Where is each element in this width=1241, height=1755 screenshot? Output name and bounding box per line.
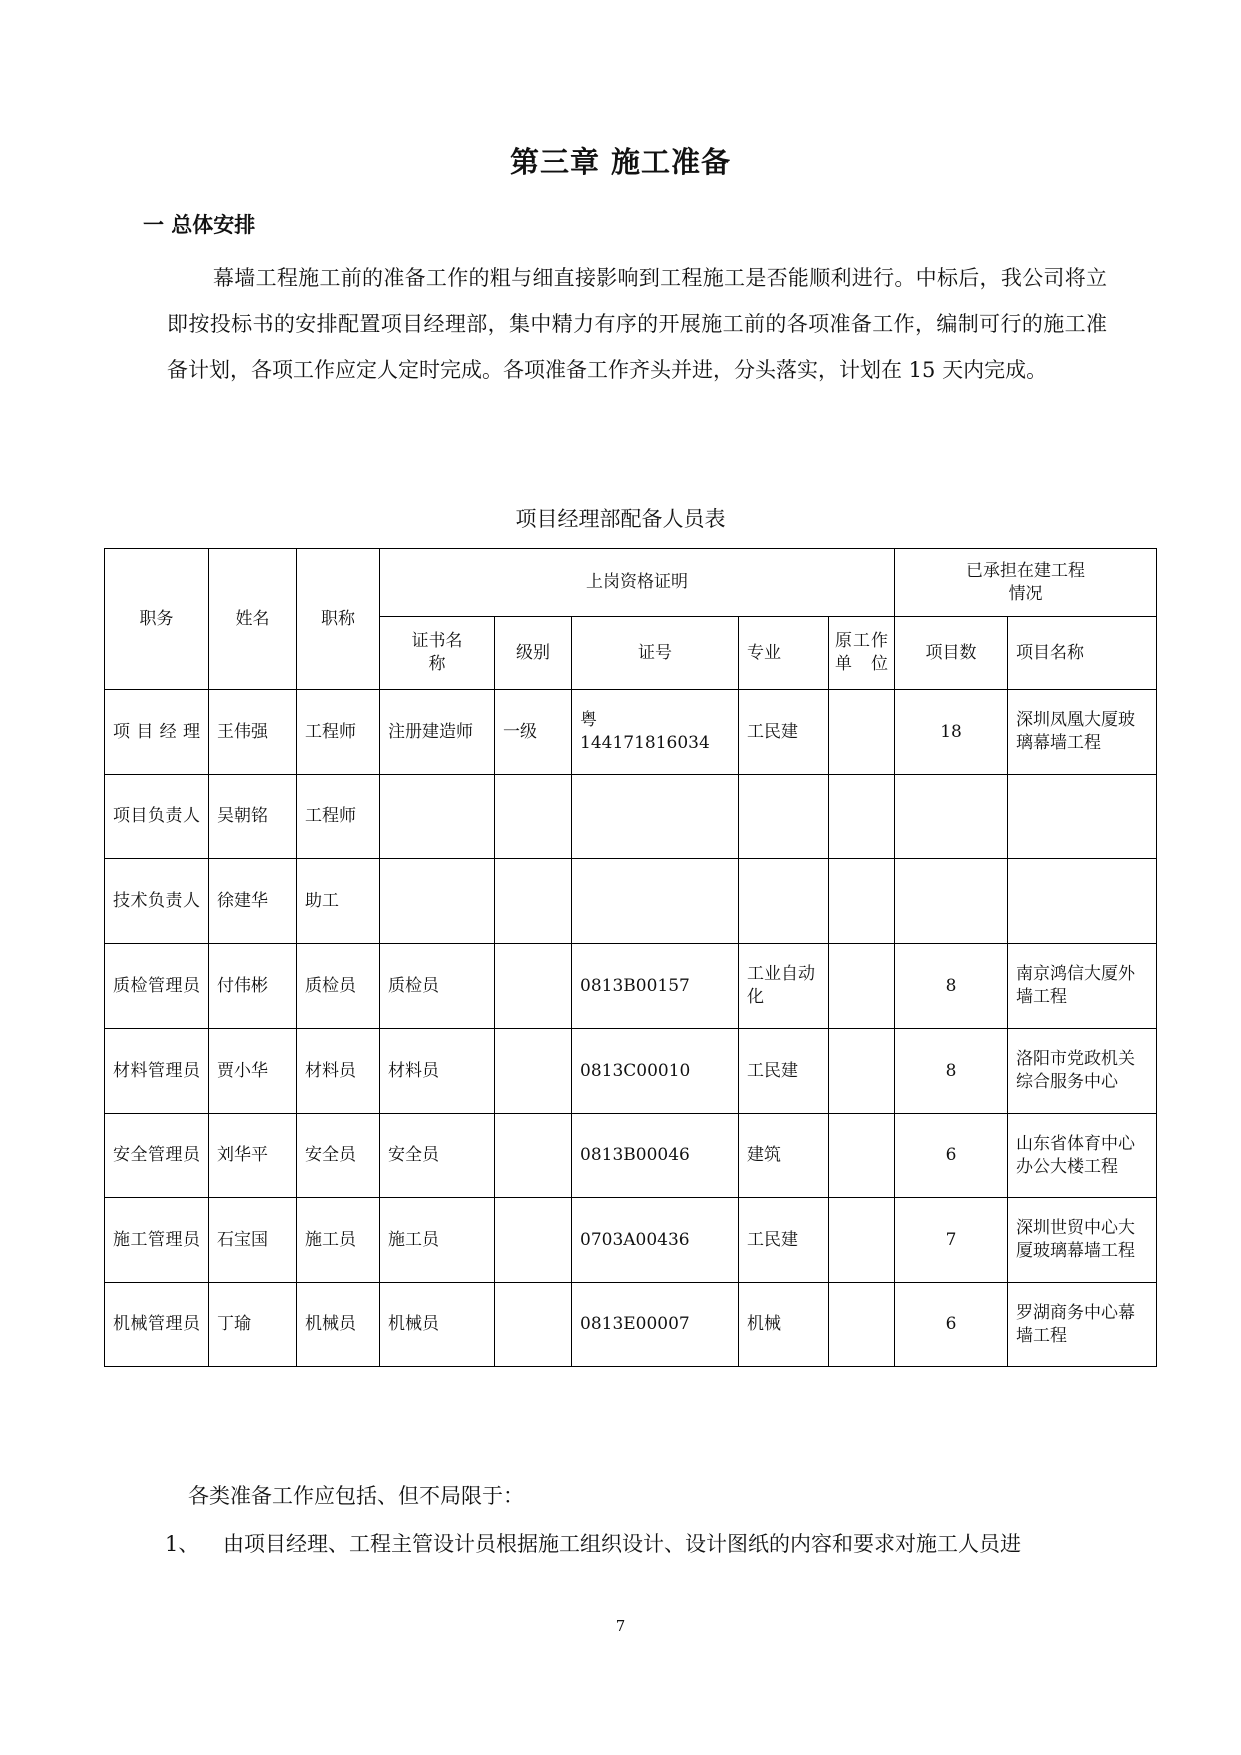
- cell-cert-name: 安全员: [380, 1114, 495, 1198]
- cell-orig-unit: [829, 859, 895, 944]
- cell-project-count: 18: [895, 690, 1008, 775]
- header-major: 专业: [739, 617, 829, 690]
- cell-cert-name: 机械员: [380, 1283, 495, 1367]
- header-orig-unit: 原工作单位: [829, 617, 895, 690]
- cell-cert-no: 0813C00010: [572, 1029, 739, 1114]
- cell-role: 项目经理: [105, 690, 209, 775]
- cell-cert-no: [572, 775, 739, 859]
- cell-name: 贾小华: [209, 1029, 297, 1114]
- header-role: 职务: [105, 549, 209, 690]
- cell-cert-name: 施工员: [380, 1198, 495, 1283]
- cell-title: 安全员: [297, 1114, 380, 1198]
- cell-level: [495, 1198, 572, 1283]
- header-title: 职称: [297, 549, 380, 690]
- cell-role: 项目负责人: [105, 775, 209, 859]
- cell-project-count: 6: [895, 1114, 1008, 1198]
- cell-project-count: [895, 775, 1008, 859]
- table-row: [105, 1198, 1157, 1283]
- cell-orig-unit: [829, 944, 895, 1029]
- header-project-count: 项目数: [895, 617, 1008, 690]
- cell-name: 丁瑜: [209, 1283, 297, 1367]
- list-item: [165, 1528, 1021, 1558]
- table-row: [105, 690, 1157, 775]
- cell-project-count: [895, 859, 1008, 944]
- cell-level: [495, 1283, 572, 1367]
- cell-name: 石宝国: [209, 1198, 297, 1283]
- cell-project-name: 洛阳市党政机关综合服务中心: [1008, 1029, 1157, 1114]
- cell-role: 材料管理员: [105, 1029, 209, 1114]
- header-level: 级别: [495, 617, 572, 690]
- cell-project-name: 深圳世贸中心大厦玻璃幕墙工程: [1008, 1198, 1157, 1283]
- table-row: [105, 859, 1157, 944]
- cell-orig-unit: [829, 1029, 895, 1114]
- cell-project-count: 8: [895, 944, 1008, 1029]
- table-row: [105, 1029, 1157, 1114]
- cell-major: [739, 859, 829, 944]
- cell-cert-no: 0703A00436: [572, 1198, 739, 1283]
- cell-cert-name: 材料员: [380, 1029, 495, 1114]
- cell-cert-name: 质检员: [380, 944, 495, 1029]
- header-project-name: 项目名称: [1008, 617, 1157, 690]
- header-projects-group-line1: 已承担在建工程: [966, 560, 1086, 581]
- cell-name: 付伟彬: [209, 944, 297, 1029]
- cell-cert-no: 粤 144171816034: [572, 690, 739, 775]
- table-row: [105, 1114, 1157, 1198]
- cell-level: [495, 1029, 572, 1114]
- cell-name: 徐建华: [209, 859, 297, 944]
- cell-project-count: 7: [895, 1198, 1008, 1283]
- after-table-text: 各类准备工作应包括、但不局限于：: [188, 1484, 524, 1508]
- cell-role: 技术负责人: [105, 859, 209, 944]
- intro-paragraph: 幕墙工程施工前的准备工作的粗与细直接影响到工程施工是否能顺利进行。中标后，我公司将立即按投标书的安排配置项目经理部，集中精力有序的开展施工前的各项准备工作，编制可行的施工准备计划，各项工作应定人定时完成。各项准备工作齐头并进，分头落实，计划在 15 天内完成。: [167, 266, 1107, 382]
- cell-cert-name: 注册建造师: [380, 690, 495, 775]
- cell-cert-name: [380, 859, 495, 944]
- cell-level: 一级: [495, 690, 572, 775]
- cell-project-name: 山东省体育中心办公大楼工程: [1008, 1114, 1157, 1198]
- cell-orig-unit: [829, 1198, 895, 1283]
- cell-major: 建筑: [739, 1114, 829, 1198]
- cell-name: 吴朝铭: [209, 775, 297, 859]
- cell-title: 工程师: [297, 690, 380, 775]
- cell-major: 工民建: [739, 690, 829, 775]
- section-heading: 一 总体安排: [143, 213, 256, 237]
- cell-role: 施工管理员: [105, 1198, 209, 1283]
- cell-orig-unit: [829, 775, 895, 859]
- list-item-text: 由项目经理、工程主管设计员根据施工组织设计、设计图纸的内容和要求对施工人员进: [223, 1532, 1021, 1556]
- cell-name: 刘华平: [209, 1114, 297, 1198]
- header-cert-group: 上岗资格证明: [380, 549, 895, 617]
- page-number: 7: [615, 1617, 626, 1635]
- cell-level: [495, 944, 572, 1029]
- cell-project-name: [1008, 775, 1157, 859]
- list-item-number: 1、: [165, 1532, 200, 1556]
- cell-role: 质检管理员: [105, 944, 209, 1029]
- cell-title: 助工: [297, 859, 380, 944]
- cell-major: 工业自动化: [739, 944, 829, 1029]
- cell-title: 工程师: [297, 775, 380, 859]
- header-cert-no: 证号: [572, 617, 739, 690]
- cell-cert-no: 0813B00046: [572, 1114, 739, 1198]
- cell-level: [495, 1114, 572, 1198]
- cell-role: 机械管理员: [105, 1283, 209, 1367]
- cell-level: [495, 859, 572, 944]
- cell-cert-name: [380, 775, 495, 859]
- header-projects-group-line2: 情况: [1008, 583, 1043, 604]
- cell-project-name: 深圳凤凰大厦玻璃幕墙工程: [1008, 690, 1157, 775]
- table-row: [105, 775, 1157, 859]
- table-caption: 项目经理部配备人员表: [515, 507, 726, 531]
- header-cert-name: 证书名称: [380, 617, 495, 690]
- cell-orig-unit: [829, 690, 895, 775]
- cell-major: 机械: [739, 1283, 829, 1367]
- cell-title: 机械员: [297, 1283, 380, 1367]
- cell-major: 工民建: [739, 1198, 829, 1283]
- cell-orig-unit: [829, 1114, 895, 1198]
- cell-major: 工民建: [739, 1029, 829, 1114]
- cell-role: 安全管理员: [105, 1114, 209, 1198]
- table-row: [105, 1283, 1157, 1367]
- cell-level: [495, 775, 572, 859]
- cell-cert-no: [572, 859, 739, 944]
- cell-cert-no: 0813B00157: [572, 944, 739, 1029]
- cell-project-name: [1008, 859, 1157, 944]
- cell-orig-unit: [829, 1283, 895, 1367]
- cell-project-count: 6: [895, 1283, 1008, 1367]
- cell-title: 材料员: [297, 1029, 380, 1114]
- staff-table: [104, 548, 1157, 1367]
- cell-project-count: 8: [895, 1029, 1008, 1114]
- cell-project-name: 罗湖商务中心幕墙工程: [1008, 1283, 1157, 1367]
- table-row: [105, 944, 1157, 1029]
- cell-title: 施工员: [297, 1198, 380, 1283]
- cell-title: 质检员: [297, 944, 380, 1029]
- page-title: 第三章 施工准备: [509, 145, 732, 179]
- header-name: 姓名: [209, 549, 297, 690]
- cell-cert-no: 0813E00007: [572, 1283, 739, 1367]
- cell-project-name: 南京鸿信大厦外墙工程: [1008, 944, 1157, 1029]
- cell-name: 王伟强: [209, 690, 297, 775]
- cell-major: [739, 775, 829, 859]
- header-projects-group: [895, 549, 1157, 617]
